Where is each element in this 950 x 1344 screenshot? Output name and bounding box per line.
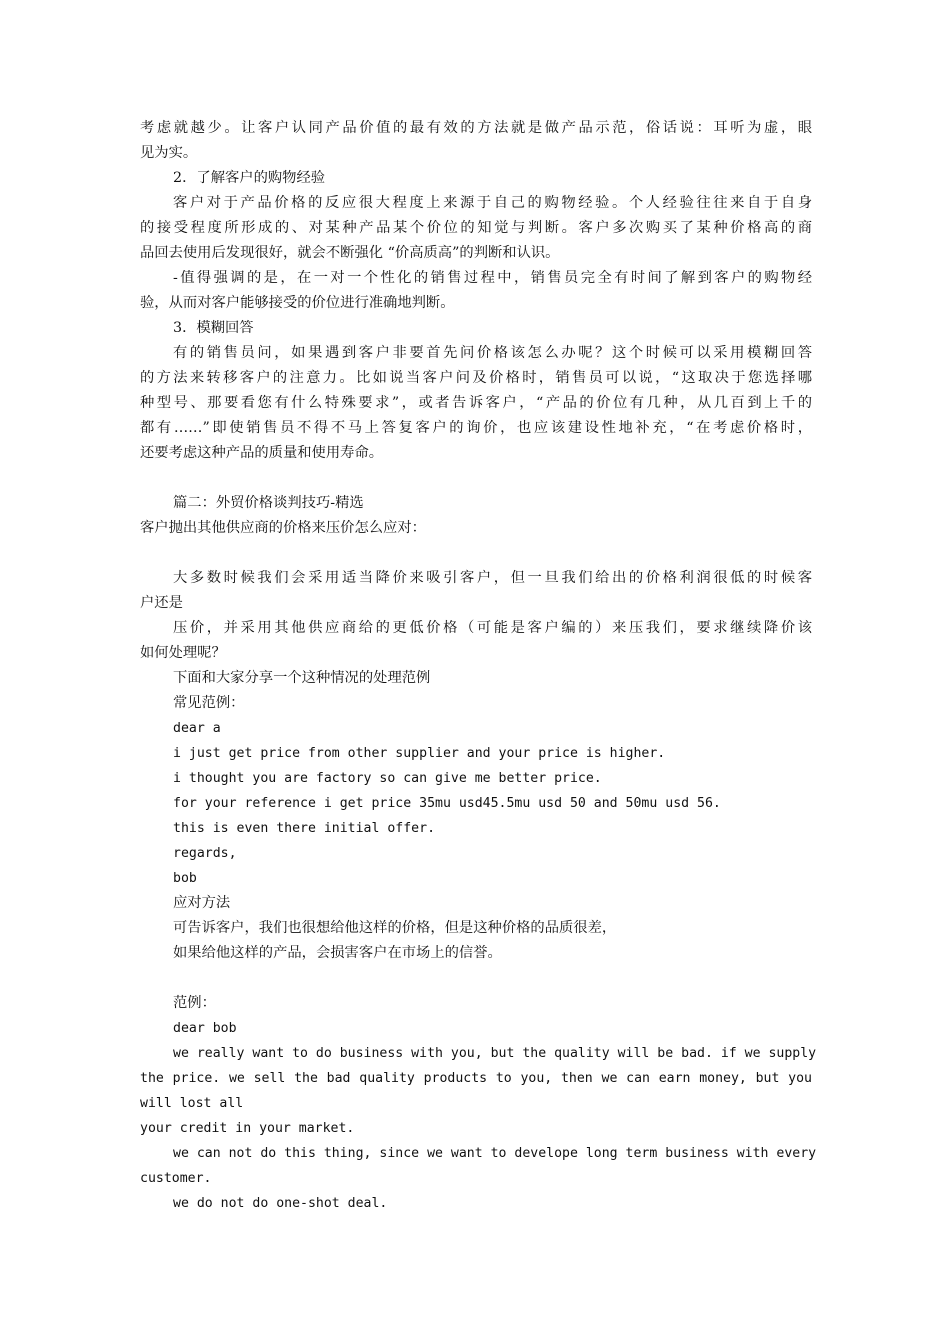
paragraph-line: 客户对于产品价格的反应很大程度上来源于自己的购物经验。个人经验往往来自于自身 xyxy=(173,195,812,211)
paragraph-line: 可告诉客户，我们也很想给他这样的价格，但是这种价格的品质很差， xyxy=(173,920,617,936)
section-title: 篇二：外贸价格谈判技巧-精选 xyxy=(173,495,364,511)
document-page xyxy=(140,116,817,1216)
paragraph-line: 大多数时候我们会采用适当降价来吸引客户，但一旦我们给出的价格利润很低的时候客 xyxy=(173,570,812,586)
paragraph-line: 种型号、那要看您有什么特殊要求”，或者告诉客户，“产品的价位有几种，从几百到上千的 xyxy=(140,395,812,411)
paragraph-line: 都有……”即使销售员不得不马上答复客户的询价，也应该建设性地补充，“在考虑价格时， xyxy=(140,420,812,436)
email-line: your credit in your market. xyxy=(140,1121,355,1136)
spacer xyxy=(140,541,812,566)
email-line: regards, xyxy=(173,846,237,861)
email-line: we really want to do business with you, but the quality will be bad. if we supply xyxy=(173,1046,817,1061)
email-line: we do not do one-shot deal. xyxy=(173,1196,388,1211)
paragraph-line: 验，从而对客户能够接受的价位进行准确地判断。 xyxy=(140,295,455,311)
section-heading: 2．了解客户的购物经验 xyxy=(173,170,326,186)
email-line: we can not do this thing, since we want to develope long term business with every xyxy=(173,1146,817,1161)
paragraph-line: 的方法来转移客户的注意力。比如说当客户问及价格时，销售员可以说，“这取决于您选择哪 xyxy=(140,370,812,386)
email-line: i thought you are factory so can give me better price. xyxy=(173,771,602,786)
paragraph-line: 的接受程度所形成的、对某种产品某个价位的知觉与判断。客户多次购买了某种价格高的商 xyxy=(140,220,812,236)
email-line: bob xyxy=(173,871,197,886)
email-line: this is even there initial offer. xyxy=(173,821,436,836)
paragraph-line: 品回去使用后发现很好，就会不断强化 “价高质高”的判断和认识。 xyxy=(140,245,560,261)
example-label: 常见范例： xyxy=(173,695,245,711)
spacer xyxy=(140,466,812,491)
paragraph-line: 如何处理呢？ xyxy=(140,645,226,661)
example-label: 范例： xyxy=(173,995,216,1011)
email-line: dear a xyxy=(173,721,221,736)
email-line: dear bob xyxy=(173,1021,237,1036)
email-line: customer. xyxy=(140,1171,212,1186)
paragraph-line: 考虑就越少。让客户认同产品价值的最有效的方法就是做产品示范，俗话说：耳听为虚，眼 xyxy=(140,120,812,136)
paragraph-line: 压价，并采用其他供应商给的更低价格（可能是客户编的）来压我们，要求继续降价该 xyxy=(173,620,812,636)
email-line: will lost all xyxy=(140,1096,244,1111)
email-line: i just get price from other supplier and your price is higher. xyxy=(173,746,666,761)
email-line: for your reference i get price 35mu usd45.5mu usd 50 and 50mu usd 56. xyxy=(173,796,721,811)
paragraph-line: 户还是 xyxy=(140,595,183,611)
paragraph-line: 见为实。 xyxy=(140,145,198,161)
paragraph-line: -值得强调的是，在一对一个性化的销售过程中，销售员完全有时间了解到客户的购物经 xyxy=(173,270,812,286)
paragraph-line: 下面和大家分享一个这种情况的处理范例 xyxy=(173,670,431,686)
paragraph-line: 如果给他这样的产品，会损害客户在市场上的信誉。 xyxy=(173,945,502,961)
email-line: the price. we sell the bad quality products to you, then we can earn money, but you xyxy=(140,1071,812,1086)
paragraph-line: 有的销售员问，如果遇到客户非要首先问价格该怎么办呢？这个时候可以采用模糊回答 xyxy=(173,345,812,361)
section-heading: 3．模糊回答 xyxy=(173,320,254,336)
spacer xyxy=(140,966,812,991)
question-line: 客户抛出其他供应商的价格来压价怎么应对： xyxy=(140,520,426,536)
method-label: 应对方法 xyxy=(173,895,231,911)
paragraph-line: 还要考虑这种产品的质量和使用寿命。 xyxy=(140,445,384,461)
